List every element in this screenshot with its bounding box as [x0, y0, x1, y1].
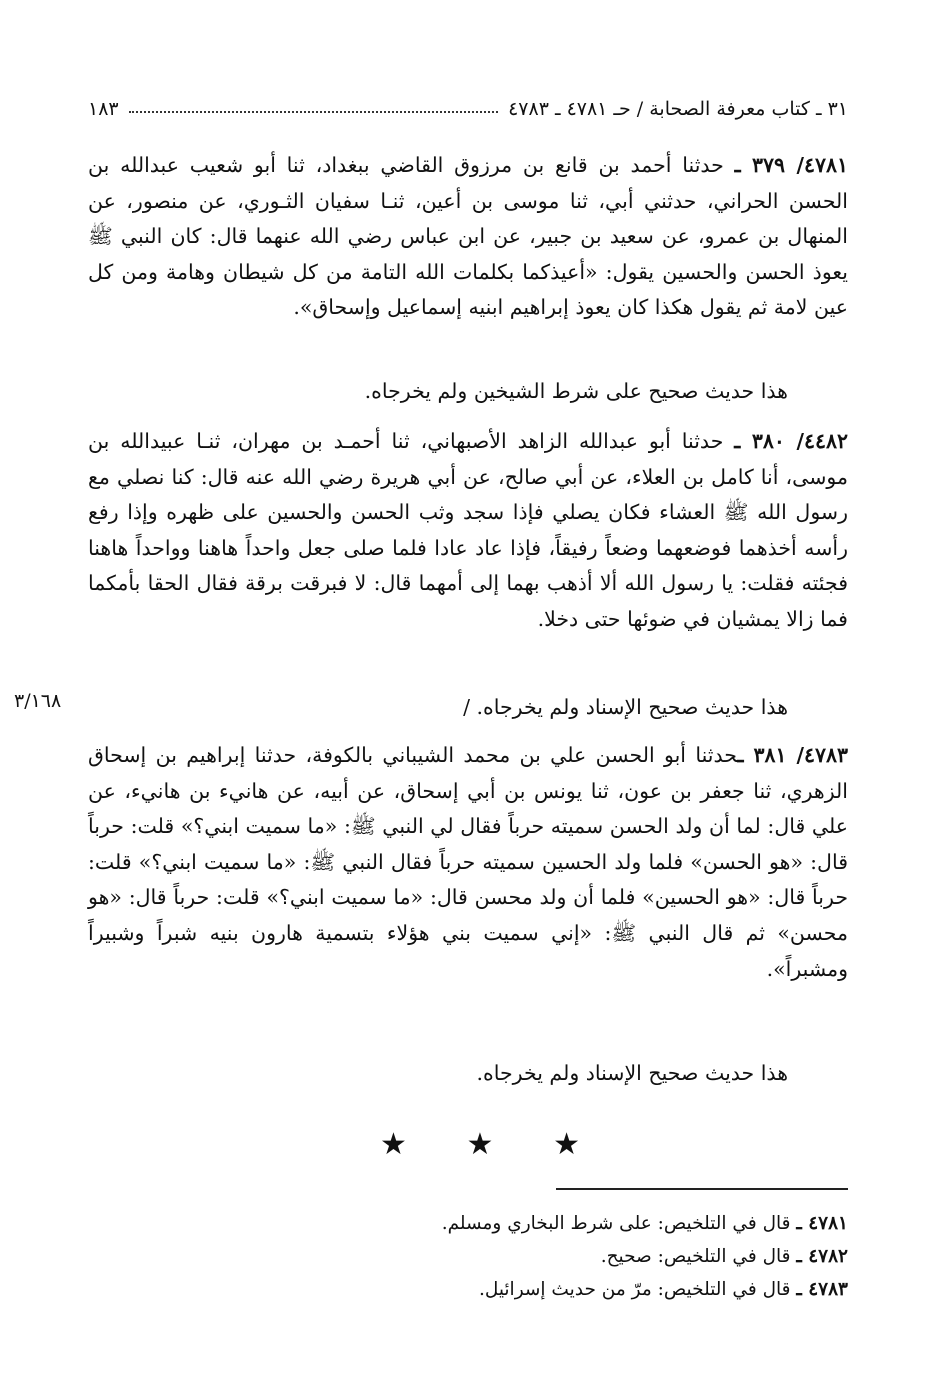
footnote-number: ٤٧٨٣ ـ	[796, 1279, 848, 1300]
hadith-verdict: هذا حديث صحيح الإسناد ولم يخرجاه.	[476, 1061, 788, 1085]
footnote-text: قال في التلخيص: على شرط البخاري ومسلم.	[441, 1213, 797, 1234]
margin-volume-page-reference: ٣/١٦٨	[14, 690, 62, 712]
hadith-entry	[88, 738, 848, 987]
footnote-divider	[556, 1188, 848, 1190]
footnote	[88, 1273, 848, 1306]
footnote	[88, 1207, 848, 1240]
hadith-text: حدثنا أحمد بن قانع بن مرزوق القاضي ببغداد، ثنا أبو شعيب عبدالله بن الحسن الحراني، حدثني أبي، ثنا موسى بن أعين، ثنـا سفيان الثـوري، عن منصور، عن المنهال بن عمرو، عن سعيد بن جبير، عن ابن عباس رضي الله عنهما قال: كان النبي ﷺ يعوذ الحسن والحسين يقول: «أعيذكما بكلمات الله التامة من كل شيطان وهامة ومن كل عين لامة ثم يقول هكذا كان يعوذ إبراهيم ابنيه إسماعيل وإسحاق».	[88, 153, 848, 320]
hadith-entry	[88, 424, 848, 638]
footnotes	[88, 1207, 848, 1306]
footnote-number: ٤٧٨٢ ـ	[796, 1246, 848, 1267]
hadith-number: ٤٧٨١/ ٣٧٩ ـ	[734, 153, 849, 177]
hadith-text: حدثنا أبو عبدالله الزاهد الأصبهاني، ثنا أحمـد بن مهران، ثنـا عبيدالله بن موسى، أنا كامل بن العلاء، عن أبي صالح، عن أبي هريرة رضي الله عنه قال: كنا نصلي مع رسول الله ﷺ العشاء فكان يصلي فإذا سجد وثب الحسن والحسين على ظهره وإذا رفع رأسه أخذهما فوضعهما وضعاً رفيقاً، فإذا عاد عادا فلما صلى جعل واحداً هاهنا وواحداً هاهنا فجئته فقلت: يا رسول الله ألا أذهب بهما إلى أمهما قال: لا فبرقت برقة فقال الحقا بأمكما فما زالا يمشيان في ضوئها حتى دخلا.	[88, 429, 848, 631]
hadith-verdict: هذا حديث صحيح الإسناد ولم يخرجاه. /	[463, 695, 788, 719]
star-icon: ★	[466, 1127, 494, 1162]
dotted-leader	[129, 111, 498, 113]
page-header	[88, 88, 848, 120]
footnote-text: قال في التلخيص: مرّ من حديث إسرائيل.	[478, 1279, 797, 1300]
hadith-number: ٤٧٨٣/ ٣٨١ ـ	[737, 743, 848, 767]
footnote	[88, 1240, 848, 1273]
hadith-verdict: هذا حديث صحيح على شرط الشيخين ولم يخرجاه.	[364, 379, 788, 403]
star-icon: ★	[553, 1127, 580, 1162]
hadith-text: حدثنا أبو الحسن علي بن محمد الشيباني بالكوفة، حدثنا إبراهيم بن إسحاق الزهري، ثنا جعفر بن عون، ثنا يونس بن أبي إسحاق، عن أبيه، عن هانيء بن هانيء، عن علي قال: لما أن ولد الحسن سميته حرباً فقال لي النبي ﷺ: «ما سميت ابني؟» قلت: حرباً قال: «هو الحسن» فلما ولد الحسين سميته حرباً فقال النبي ﷺ: «ما سميت ابني؟» قلت: حرباً قال: «هو الحسين» فلما أن ولد محسن قال: «ما سميت ابني؟» قلت: حرباً قال: «هو محسن» ثم قال النبي ﷺ: «إني سميت بني هؤلاء بتسمية هارون بنيه شبراً وشبيراً ومشبراً».	[88, 743, 848, 981]
footnote-number: ٤٧٨١ ـ	[796, 1213, 848, 1234]
star-icon: ★	[380, 1127, 407, 1162]
running-title: ٣١ ـ كتاب معرفة الصحابة / حـ ٤٧٨١ ـ ٤٧٨٣	[508, 98, 848, 120]
hadith-entry	[88, 148, 848, 326]
hadith-number: ٤٤٨٢/ ٣٨٠ ـ	[734, 429, 848, 453]
page-number: ١٨٣	[88, 98, 119, 120]
footnote-text: قال في التلخيص: صحيح.	[600, 1246, 797, 1267]
section-separator	[380, 1125, 580, 1165]
